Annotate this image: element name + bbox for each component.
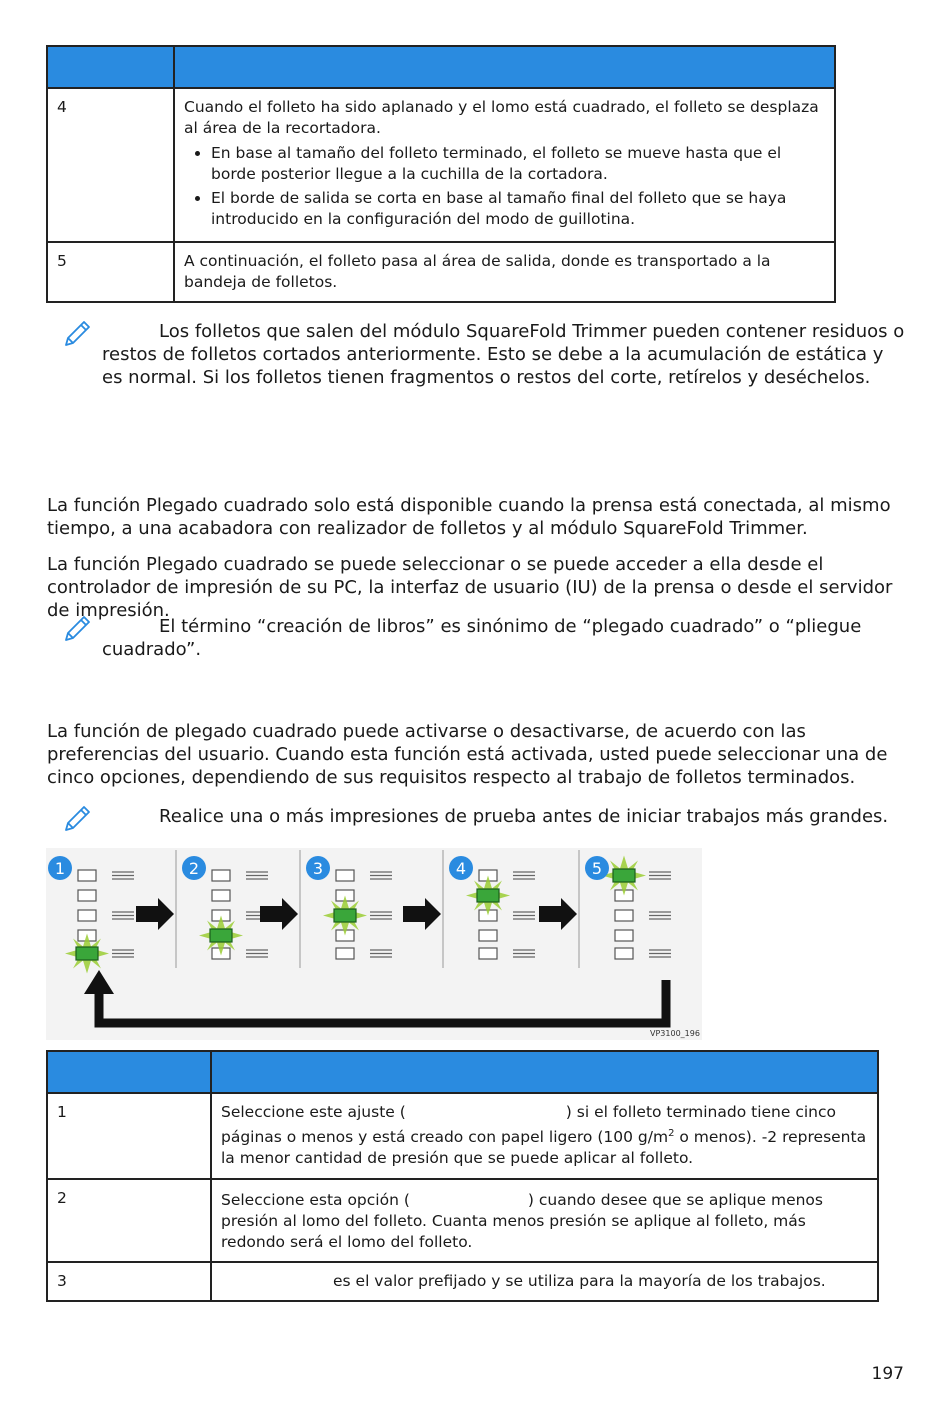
table-header-cell (47, 1051, 211, 1093)
indicator-box (479, 930, 497, 941)
active-led (477, 889, 499, 902)
indicator-box (78, 890, 96, 901)
note-text-line: El término “creación de libros” es sinónimo de “plegado cuadrado” o “pliegue (159, 616, 862, 637)
step-badge-label: 4 (455, 859, 467, 878)
step-badge-label: 1 (54, 859, 66, 878)
option-description: es el valor prefijado y se utiliza para la mayoría de los trabajos. (211, 1262, 878, 1301)
indicator-box (336, 948, 354, 959)
table-row (47, 1093, 878, 1179)
table-row (47, 242, 835, 302)
option-number: 3 (47, 1262, 211, 1301)
indicator-box (479, 948, 497, 959)
table-row (47, 88, 835, 242)
note-block (61, 320, 905, 392)
active-led (210, 929, 232, 942)
note-text: cuadrado”. (102, 639, 202, 660)
pencil-icon (61, 318, 93, 350)
note-block (61, 615, 901, 663)
step-number: 4 (47, 88, 174, 242)
table-row (47, 1262, 878, 1301)
list-item: • En base al tamaño del folleto terminado, el folleto se mueve hasta que el borde posterior llegue a la cuchilla de la cortadora. (211, 143, 824, 185)
indicator-box (615, 930, 633, 941)
active-led (613, 869, 635, 882)
table-row (47, 1179, 878, 1262)
note-text-line: Realice una o más impresiones de prueba antes de iniciar trabajos más grandes. (159, 806, 889, 827)
paragraph: La función Plegado cuadrado se puede seleccionar o se puede acceder a ella desde el controlador de impresión de su PC, la interfaz de usuario (IU) de la prensa o desde el servidor de impresión. (47, 554, 893, 621)
pencil-icon (61, 613, 93, 645)
active-led (76, 947, 98, 960)
option-number: 1 (47, 1093, 211, 1179)
paragraph: La función Plegado cuadrado solo está disponible cuando la prensa está conectada, al mismo tiempo, a una acabadora con realizador de folletos y al módulo SquareFold Trimmer. (47, 495, 891, 539)
note-text-line: Los folletos que salen del módulo SquareFold Trimmer pueden contener residuos o (159, 321, 905, 342)
step-badge-label: 2 (188, 859, 200, 878)
note-text: restos de folletos cortados anteriormente. Esto se debe a la acumulación de estática y es normal. Si los folletos tienen fragmentos o restos del corte, retírelos y deséchelos. (102, 344, 884, 388)
indicator-box (212, 870, 230, 881)
bullet-list (184, 143, 824, 230)
indicator-box (212, 890, 230, 901)
step-description: A continuación, el folleto pasa al área de salida, donde es transportado a la bandeja de folletos. (174, 242, 835, 302)
figure-caption: VP3100_196 (650, 1029, 700, 1038)
table-header-cell (47, 46, 174, 88)
option-description: Seleccione esta opción ( ) cuando desee que se aplique menos presión al lomo del folleto. Cuanta menos presión se aplique al folleto, más redondo será el lomo del folleto. (211, 1179, 878, 1262)
settings-table (46, 1050, 879, 1302)
active-led (334, 909, 356, 922)
process-table (46, 45, 836, 303)
option-description: Seleccione este ajuste ( ) si el folleto terminado tiene cinco páginas o menos y está creado con papel ligero (100 $g/m^2$ o menos). -2 representa la menor cantidad de presión que se puede aplicar al folleto. (211, 1093, 878, 1179)
indicator-box (78, 910, 96, 921)
table-header-row (47, 1051, 878, 1093)
note-block (61, 805, 901, 835)
page-number: 197 (871, 1364, 904, 1384)
option-number: 2 (47, 1179, 211, 1262)
table-header-cell (174, 46, 835, 88)
step-number: 5 (47, 242, 174, 302)
step-description: Cuando el folleto ha sido aplanado y el lomo está cuadrado, el folleto se desplaza al área de la recortadora. • En base al tamaño del folleto terminado, el folleto se mueve hasta que el borde posterior llegue a la cuchilla de la cortadora. • El borde de salida se corta en base al tamaño final del folleto que se haya introducido en la configuración del modo de guillotina. (174, 88, 835, 242)
indicator-box (78, 870, 96, 881)
step-badge-label: 3 (312, 859, 324, 878)
step-badge-label: 5 (591, 859, 603, 878)
table-header-row (47, 46, 835, 88)
table-header-cell (211, 1051, 878, 1093)
indicator-box (615, 948, 633, 959)
indicator-box (336, 870, 354, 881)
list-item: • El borde de salida se corta en base al tamaño final del folleto que se haya introducido en la configuración del modo de guillotina. (211, 188, 824, 230)
indicator-box (615, 910, 633, 921)
squarefold-pressure-figure (46, 848, 702, 1040)
paragraph: La función de plegado cuadrado puede activarse o desactivarse, de acuerdo con las preferencias del usuario. Cuando esta función está activada, usted puede seleccionar una de cinco opciones, dependiendo de sus requisitos respecto al trabajo de folletos terminados. (47, 721, 888, 788)
pencil-icon (61, 803, 93, 835)
